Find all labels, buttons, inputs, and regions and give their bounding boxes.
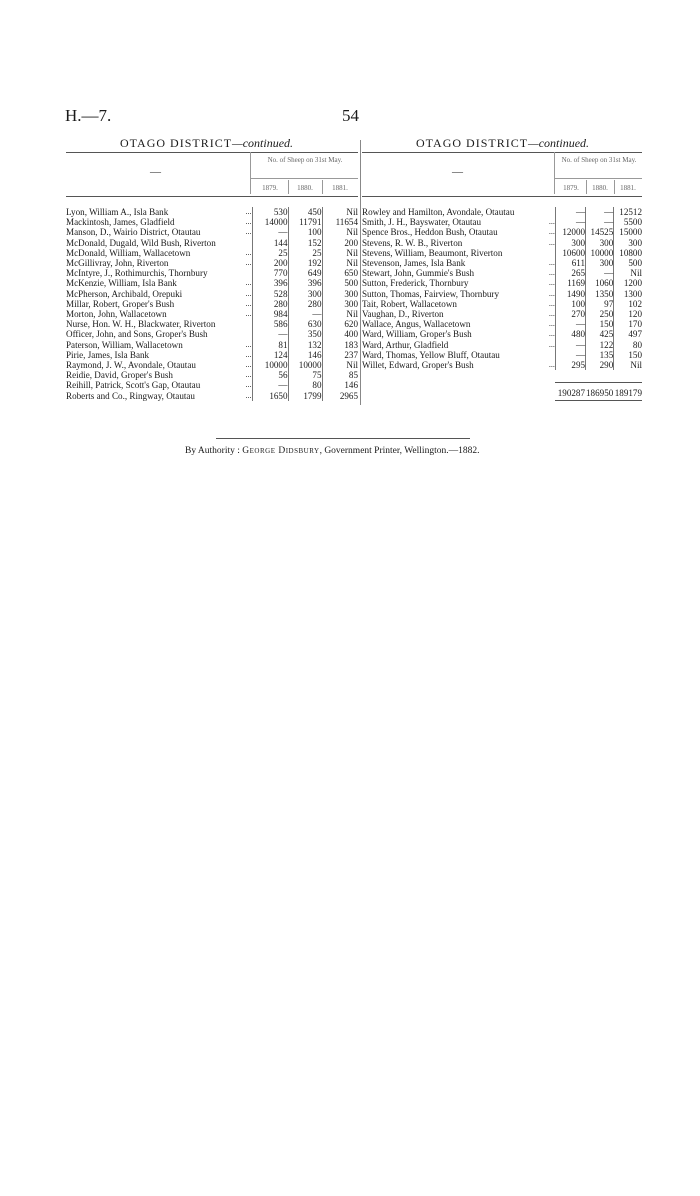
sheep-1879: 295 — [555, 360, 585, 370]
sheep-1880: — — [586, 268, 614, 278]
sheep-1879: 1490 — [555, 289, 585, 299]
left-blank-header: — — [150, 166, 161, 178]
leader-dots: ... — [548, 298, 555, 308]
sheep-1880: 14525 — [586, 227, 614, 237]
leader-dots: ... — [548, 360, 555, 370]
table-row — [66, 309, 358, 319]
sheep-1881: 300 — [322, 289, 358, 299]
leader-dots: ... — [245, 278, 252, 288]
sheep-1880: 1799 — [288, 391, 322, 401]
sheep-1879: 265 — [555, 268, 585, 278]
sheep-1881: 10800 — [614, 248, 642, 258]
sheep-1879: 100 — [555, 299, 585, 309]
owner-name: McDonald, Dugald, Wild Bush, Riverton — [66, 237, 216, 248]
owner-name: Officer, John, and Sons, Groper's Bush — [66, 329, 208, 340]
printer-name: George Didsbury — [242, 446, 320, 456]
left-group-rule — [251, 178, 358, 179]
leader-dots: ... — [548, 217, 555, 227]
table-row — [66, 299, 358, 309]
table-row — [66, 391, 358, 401]
table-row — [362, 360, 642, 370]
leader-dots — [541, 350, 555, 360]
leader-dots: ... — [245, 217, 252, 227]
leader-dots: ... — [245, 207, 252, 216]
owner-name: Reidie, David, Groper's Bush — [66, 370, 173, 381]
table-row — [66, 329, 358, 339]
sheep-1880: 11791 — [288, 217, 322, 227]
sheep-1879: 770 — [252, 268, 288, 278]
table-row — [362, 289, 642, 299]
sheep-1881: Nil — [322, 227, 358, 237]
sheep-1879: 200 — [252, 258, 288, 268]
sheep-1881: 183 — [322, 340, 358, 350]
table-row — [66, 268, 358, 278]
sheep-1879: — — [555, 217, 585, 227]
left-table-body — [66, 207, 358, 401]
sheep-1879: 144 — [252, 238, 288, 248]
leader-dots: ... — [245, 298, 252, 308]
sheep-1881: 200 — [322, 238, 358, 248]
sheep-1880: 290 — [586, 360, 614, 370]
total-1879: 190287 — [557, 388, 585, 398]
sheep-1880: 1060 — [586, 278, 614, 288]
leader-dots: ... — [245, 288, 252, 298]
leader-dots: ... — [245, 380, 252, 390]
leader-dots: ... — [548, 258, 555, 268]
right-column-title — [416, 136, 589, 151]
table-row — [362, 340, 642, 350]
owner-name: Morton, John, Wallacetown — [66, 309, 167, 320]
sheep-1880: 649 — [288, 268, 322, 278]
sheep-1881: Nil — [614, 360, 642, 370]
table-row — [66, 360, 358, 370]
leader-dots: ... — [245, 258, 252, 268]
table-row — [66, 207, 358, 217]
printer-imprint — [185, 446, 479, 456]
right-group-header: No. of Sheep on 31st May. — [561, 156, 637, 164]
owner-name: Rowley and Hamilton, Avondale, Otautau — [362, 207, 515, 217]
table-row — [362, 227, 642, 237]
owner-name: Sutton, Thomas, Fairview, Thornbury — [362, 288, 499, 299]
table-row — [362, 268, 642, 278]
sheep-1881: Nil — [322, 248, 358, 258]
leader-dots — [541, 207, 555, 217]
sheep-1881: 15000 — [614, 227, 642, 237]
sheep-1880: 122 — [586, 340, 614, 350]
left-title-text: OTAGO DISTRICT — [120, 136, 233, 150]
right-header-vline — [554, 152, 555, 194]
table-row — [66, 248, 358, 258]
table-row — [362, 217, 642, 227]
sheep-1880: 10000 — [586, 248, 614, 258]
table-row — [66, 380, 358, 390]
owner-name: Willet, Edward, Groper's Bush — [362, 360, 474, 371]
leader-dots: ... — [548, 268, 555, 278]
sheep-1881: Nil — [322, 360, 358, 370]
table-row — [362, 299, 642, 309]
right-year-sep-1 — [586, 180, 587, 194]
sheep-1879: — — [252, 380, 288, 390]
owner-name: Mackintosh, James, Gladfield — [66, 217, 175, 228]
table-row — [362, 278, 642, 288]
leader-dots — [236, 238, 252, 248]
right-header-top-rule — [362, 152, 642, 153]
table-row — [66, 340, 358, 350]
sheep-1879: 10000 — [252, 360, 288, 370]
sheep-1879: 984 — [252, 309, 288, 319]
leader-dots: ... — [548, 227, 555, 237]
sheep-1879: 14000 — [252, 217, 288, 227]
sheep-1879: 586 — [252, 319, 288, 329]
leader-dots — [541, 248, 555, 258]
left-year-sep-2 — [322, 180, 323, 194]
imprint-suffix: , Government Printer, Wellington.—1882. — [319, 446, 480, 456]
sheep-1880: 80 — [288, 380, 322, 390]
left-year-1879: 1879. — [262, 184, 278, 192]
owner-name: McGillivray, John, Riverton — [66, 258, 169, 269]
sheep-1879: — — [555, 319, 585, 329]
leader-dots: ... — [245, 227, 252, 237]
sheep-1879: — — [555, 207, 585, 217]
sheep-1881: Nil — [322, 207, 358, 217]
sheep-1880: 396 — [288, 278, 322, 288]
owner-name: Sutton, Frederick, Thornbury — [362, 278, 469, 289]
sheep-1879: 81 — [252, 340, 288, 350]
table-row — [66, 319, 358, 329]
right-blank-header: — — [452, 166, 463, 178]
left-sheep-table — [66, 207, 358, 401]
sheep-1879: 10600 — [555, 248, 585, 258]
sheep-1881: 120 — [614, 309, 642, 319]
imprint-prefix: By Authority : — [185, 446, 240, 456]
owner-name: Paterson, William, Wallacetown — [66, 339, 183, 350]
left-title-suffix: —continued. — [232, 136, 294, 150]
page-number: 54 — [342, 106, 359, 125]
owner-name: Millar, Robert, Groper's Bush — [66, 298, 175, 309]
owner-name: Tait, Robert, Wallacetown — [362, 298, 457, 309]
left-year-sep-1 — [288, 180, 289, 194]
leader-dots: ... — [245, 339, 252, 349]
sheep-1879: 280 — [252, 299, 288, 309]
sheep-1881: 620 — [322, 319, 358, 329]
sheep-1881: 500 — [322, 278, 358, 288]
table-row — [66, 370, 358, 380]
leader-dots: ... — [245, 360, 252, 370]
sheep-1881: 650 — [322, 268, 358, 278]
document-reference: H.—7. — [65, 106, 112, 125]
owner-name: Pirie, James, Isla Bank — [66, 349, 150, 360]
sheep-1881: 146 — [322, 380, 358, 390]
sheep-1881: 102 — [614, 299, 642, 309]
left-year-1881: 1881. — [332, 184, 348, 192]
owner-name: Stewart, John, Gummie's Bush — [362, 268, 475, 279]
sheep-1880: 192 — [288, 258, 322, 268]
totals-bottom-rule — [555, 400, 642, 401]
sheep-1880: 630 — [288, 319, 322, 329]
owner-name: Ward, Arthur, Gladfield — [362, 339, 449, 350]
leader-dots: ... — [245, 390, 252, 400]
owner-name: Nurse, Hon. W. H., Blackwater, Riverton — [66, 319, 216, 330]
sheep-1881: 2965 — [322, 391, 358, 401]
owner-name: Stevens, William, Beaumont, Riverton — [362, 247, 503, 258]
owner-name: Stevenson, James, Isla Bank — [362, 258, 466, 269]
table-row — [66, 258, 358, 268]
table-row — [362, 207, 642, 217]
leader-dots: ... — [548, 339, 555, 349]
sheep-1881: 5500 — [614, 217, 642, 227]
right-title-text: OTAGO DISTRICT — [416, 136, 529, 150]
center-divider — [360, 140, 361, 405]
left-header-top-rule — [66, 152, 358, 153]
sheep-1880: 10000 — [288, 360, 322, 370]
sheep-1880: 150 — [586, 319, 614, 329]
sheep-1880: 425 — [586, 329, 614, 339]
leader-dots — [236, 319, 252, 329]
table-row — [362, 248, 642, 258]
table-row — [362, 238, 642, 248]
table-row — [362, 319, 642, 329]
left-group-header: No. of Sheep on 31st May. — [267, 156, 343, 164]
sheep-1880: 146 — [288, 350, 322, 360]
sheep-1881: 170 — [614, 319, 642, 329]
owner-name: Wallace, Angus, Wallacetown — [362, 319, 471, 330]
owner-name: Smith, J. H., Bayswater, Otautau — [362, 217, 482, 228]
table-row — [66, 238, 358, 248]
sheep-1881: 237 — [322, 350, 358, 360]
leader-dots: ... — [548, 329, 555, 339]
owner-name: Stevens, R. W. B., Riverton — [362, 237, 463, 248]
sheep-1880: 152 — [288, 238, 322, 248]
table-row — [362, 350, 642, 360]
right-group-rule — [555, 178, 642, 179]
table-row — [66, 278, 358, 288]
table-row — [362, 309, 642, 319]
leader-dots: ... — [548, 288, 555, 298]
right-header-bottom-rule — [362, 196, 642, 197]
sheep-1879: 611 — [555, 258, 585, 268]
leader-dots: ... — [245, 247, 252, 257]
sheep-1881: 1300 — [614, 289, 642, 299]
owner-name: Roberts and Co., Ringway, Otautau — [66, 390, 195, 401]
owner-name: Spence Bros., Heddon Bush, Otautau — [362, 227, 498, 238]
sheep-1880: 350 — [288, 329, 322, 339]
right-title-suffix: —continued. — [528, 136, 590, 150]
owner-name: Ward, William, Groper's Bush — [362, 329, 472, 340]
sheep-1880: — — [586, 207, 614, 217]
table-row — [66, 289, 358, 299]
sheep-1881: 497 — [614, 329, 642, 339]
leader-dots: ... — [245, 349, 252, 359]
sheep-1880: 1350 — [586, 289, 614, 299]
owner-name: Raymond, J. W., Avondale, Otautau — [66, 360, 196, 371]
left-year-1880: 1880. — [297, 184, 313, 192]
right-year-1881: 1881. — [620, 184, 636, 192]
left-header-vline — [250, 152, 251, 194]
table-row — [66, 350, 358, 360]
table-row — [66, 217, 358, 227]
sheep-1880: 300 — [586, 258, 614, 268]
sheep-1880: 100 — [288, 227, 322, 237]
sheep-1879: 270 — [555, 309, 585, 319]
sheep-1881: 150 — [614, 350, 642, 360]
sheep-1879: 124 — [252, 350, 288, 360]
sheep-1879: 1169 — [555, 278, 585, 288]
sheep-1879: — — [555, 350, 585, 360]
sheep-1879: 530 — [252, 207, 288, 217]
table-row — [66, 227, 358, 237]
sheep-1879: — — [555, 340, 585, 350]
owner-name: McPherson, Archibald, Orepuki — [66, 288, 183, 299]
sheep-1879: 56 — [252, 370, 288, 380]
sheep-1879: 1650 — [252, 391, 288, 401]
sheep-1879: 25 — [252, 248, 288, 258]
sheep-1881: Nil — [614, 268, 642, 278]
sheep-1880: 280 — [288, 299, 322, 309]
sheep-1880: 25 — [288, 248, 322, 258]
right-table-body — [362, 207, 642, 370]
owner-name: Lyon, William A., Isla Bank — [66, 207, 169, 217]
sheep-1881: 1200 — [614, 278, 642, 288]
sheep-1881: 80 — [614, 340, 642, 350]
sheep-1880: — — [586, 217, 614, 227]
sheep-1880: 450 — [288, 207, 322, 217]
leader-dots: ... — [245, 370, 252, 380]
total-1881: 189179 — [614, 388, 642, 398]
sheep-1879: 528 — [252, 289, 288, 299]
sheep-1880: 97 — [586, 299, 614, 309]
table-row — [362, 258, 642, 268]
footer-rule — [216, 438, 470, 439]
right-year-sep-2 — [614, 180, 615, 194]
sheep-1880: 300 — [288, 289, 322, 299]
sheep-1880: 135 — [586, 350, 614, 360]
sheep-1881: 12512 — [614, 207, 642, 217]
sheep-1880: 75 — [288, 370, 322, 380]
owner-name: Manson, D., Wairio District, Otautau — [66, 227, 201, 238]
sheep-1881: 300 — [614, 238, 642, 248]
sheep-1879: 300 — [555, 238, 585, 248]
sheep-1881: 85 — [322, 370, 358, 380]
sheep-1879: 12000 — [555, 227, 585, 237]
sheep-1881: Nil — [322, 258, 358, 268]
leader-dots: ... — [548, 319, 555, 329]
leader-dots: ... — [548, 309, 555, 319]
owner-name: McDonald, William, Wallacetown — [66, 247, 191, 258]
sheep-1879: — — [252, 227, 288, 237]
sheep-1880: 132 — [288, 340, 322, 350]
right-sheep-table — [362, 207, 642, 370]
leader-dots — [236, 329, 252, 339]
table-row — [362, 329, 642, 339]
sheep-1879: 396 — [252, 278, 288, 288]
right-year-1879: 1879. — [563, 184, 579, 192]
owner-name: Vaughan, D., Riverton — [362, 309, 444, 320]
sheep-1881: 300 — [322, 299, 358, 309]
owner-name: Reihill, Patrick, Scott's Gap, Otautau — [66, 380, 201, 391]
leader-dots: ... — [245, 309, 252, 319]
leader-dots — [236, 268, 252, 278]
sheep-1881: 11654 — [322, 217, 358, 227]
sheep-1880: — — [288, 309, 322, 319]
sheep-1881: Nil — [322, 309, 358, 319]
left-column-title — [120, 136, 293, 151]
sheep-1880: 250 — [586, 309, 614, 319]
owner-name: Ward, Thomas, Yellow Bluff, Otautau — [362, 349, 500, 360]
right-year-1880: 1880. — [592, 184, 608, 192]
sheep-1881: 400 — [322, 329, 358, 339]
total-1880: 186950 — [586, 388, 614, 398]
leader-dots: ... — [548, 278, 555, 288]
sheep-1879: 480 — [555, 329, 585, 339]
sheep-1881: 500 — [614, 258, 642, 268]
sheep-1879: — — [252, 329, 288, 339]
owner-name: McIntyre, J., Rothimurchis, Thornbury — [66, 268, 208, 279]
sheep-1880: 300 — [586, 238, 614, 248]
owner-name: McKenzie, William, Isla Bank — [66, 278, 177, 289]
left-header-bottom-rule — [66, 196, 358, 197]
leader-dots: ... — [548, 237, 555, 247]
totals-top-rule — [555, 382, 642, 383]
